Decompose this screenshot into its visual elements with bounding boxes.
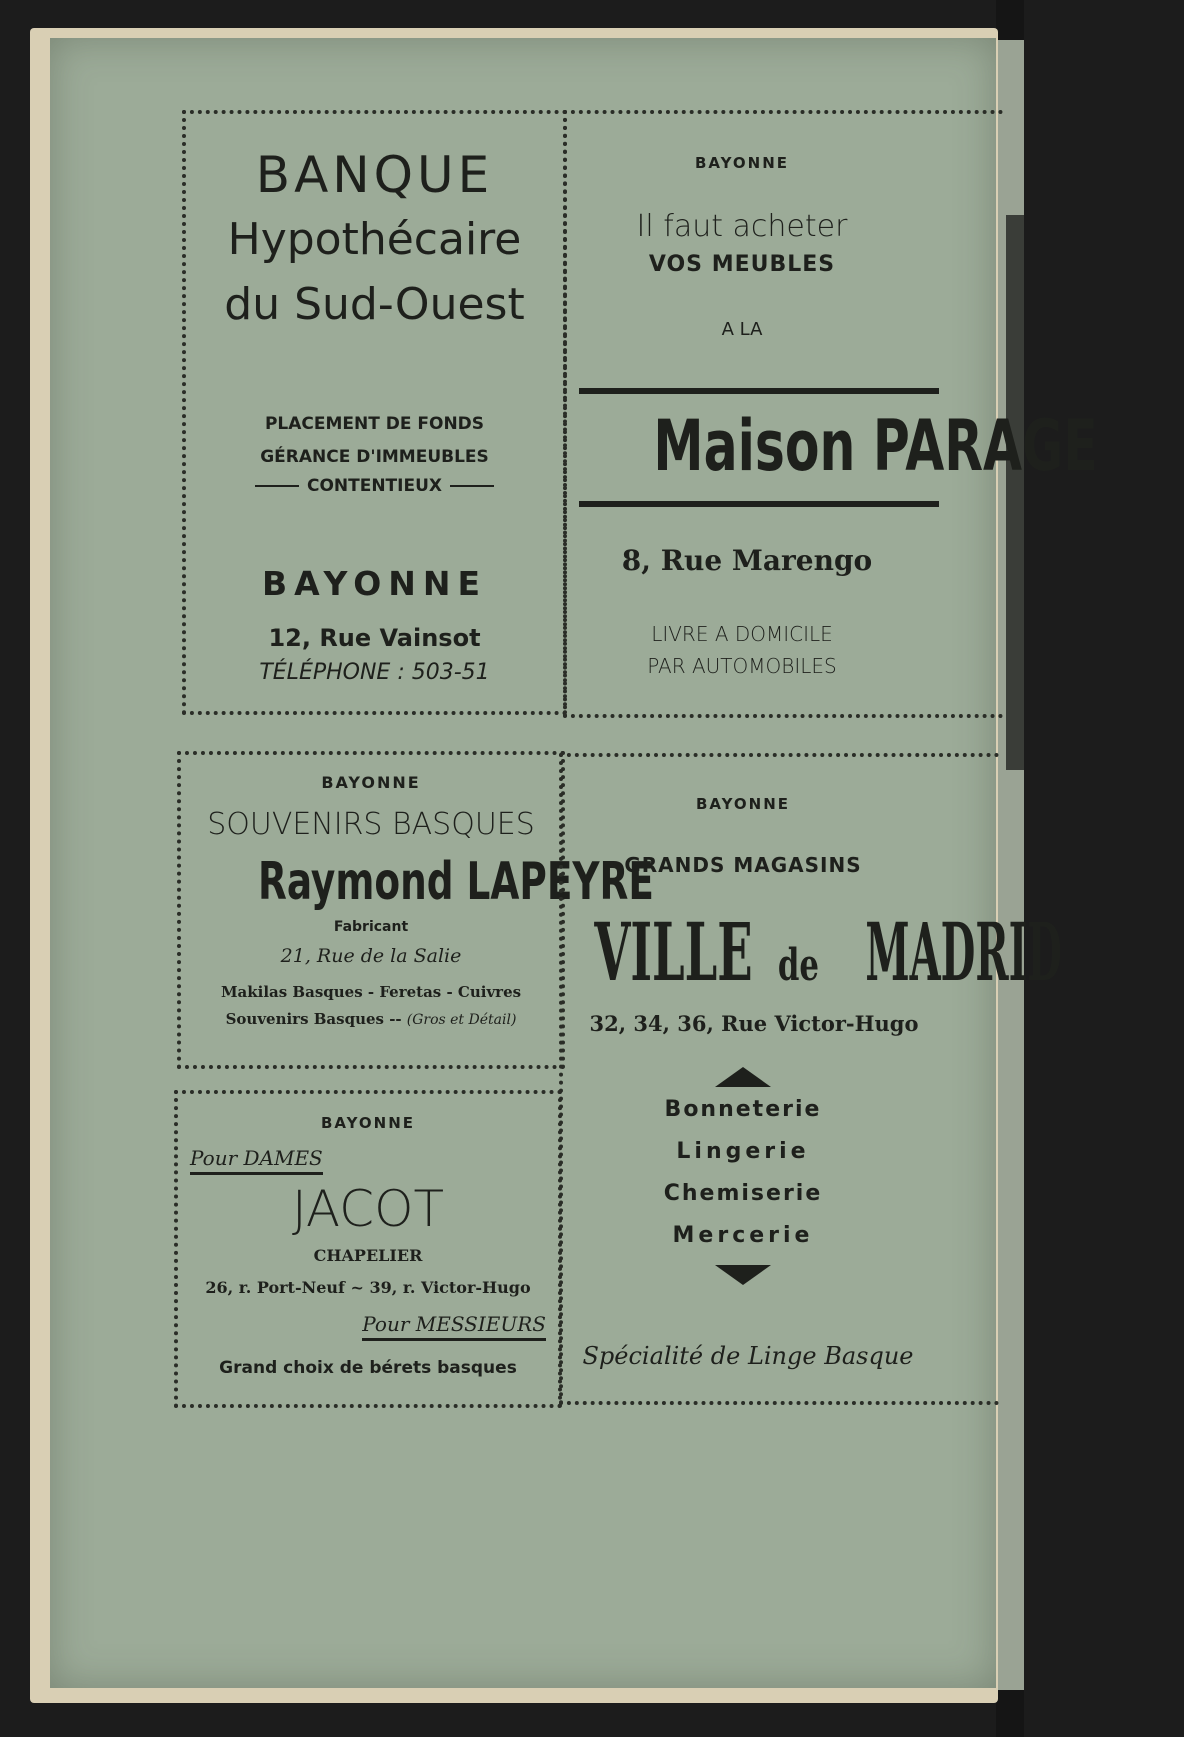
madrid-item-3: Chemiserie bbox=[663, 1181, 823, 1206]
banque-service-3-row bbox=[186, 476, 563, 496]
madrid-name-row bbox=[567, 897, 1062, 1021]
madrid-name-1: VILLE bbox=[594, 905, 753, 999]
lapeyre-products-note: (Gros et Détail) bbox=[406, 1012, 517, 1028]
parage-name-wrap bbox=[567, 396, 1098, 496]
ad-jacot bbox=[174, 1090, 562, 1408]
ad-parage bbox=[563, 110, 1098, 718]
madrid-item-2: Lingerie bbox=[676, 1139, 810, 1164]
ad-banque bbox=[182, 110, 567, 715]
madrid-name-2: de bbox=[777, 940, 820, 991]
advertisement-page bbox=[50, 38, 1098, 1688]
madrid-item-4: Mercerie bbox=[672, 1223, 814, 1248]
lapeyre-name: Raymond LAPEYRE bbox=[257, 852, 654, 912]
madrid-heading: GRANDS MAGASINS bbox=[624, 853, 862, 877]
parage-delivery-1: LIVRE A DOMICILE bbox=[651, 622, 833, 646]
parage-rule-bottom bbox=[579, 501, 939, 507]
banque-service-2: GÉRANCE D'IMMEUBLES bbox=[260, 447, 489, 467]
lapeyre-role: Fabricant bbox=[333, 919, 409, 935]
parage-city: BAYONNE bbox=[694, 154, 790, 172]
ad-lapeyre bbox=[177, 751, 654, 1069]
jacot-ladies-wrap bbox=[190, 1146, 323, 1170]
jacot-for-men: Pour MESSIEURS bbox=[362, 1312, 546, 1341]
jacot-city: BAYONNE bbox=[320, 1114, 416, 1132]
parage-name: Maison PARAGE bbox=[653, 405, 1098, 487]
jacot-role: CHAPELIER bbox=[313, 1246, 423, 1265]
lapeyre-products-1: Makilas Basques - Feretas - Cuivres bbox=[220, 983, 522, 1001]
parage-rule-top bbox=[579, 388, 939, 394]
madrid-specialty: Spécialité de Linge Basque bbox=[582, 1342, 914, 1370]
lapeyre-name-wrap bbox=[181, 847, 654, 917]
banque-service-1: PLACEMENT DE FONDS bbox=[264, 414, 485, 434]
lapeyre-heading: SOUVENIRS BASQUES bbox=[207, 807, 535, 842]
parage-line-2: VOS MEUBLES bbox=[648, 252, 836, 277]
lapeyre-products-2-row bbox=[181, 1009, 561, 1028]
dash-left bbox=[255, 485, 299, 487]
jacot-for-ladies: Pour DAMES bbox=[190, 1146, 323, 1175]
banque-title-3: du Sud-Ouest bbox=[224, 279, 525, 330]
arrow-down-icon bbox=[715, 1265, 771, 1285]
madrid-address: 32, 34, 36, Rue Victor-Hugo bbox=[589, 1011, 919, 1036]
jacot-name: JACOT bbox=[291, 1180, 444, 1238]
parage-line-3: A LA bbox=[721, 319, 763, 340]
banque-city: BAYONNE bbox=[261, 564, 488, 603]
banque-service-3: CONTENTIEUX bbox=[306, 476, 443, 496]
parage-delivery-2: PAR AUTOMOBILES bbox=[647, 654, 837, 678]
dash-right bbox=[450, 485, 494, 487]
jacot-address: 26, r. Port-Neuf ~ 39, r. Victor-Hugo bbox=[205, 1278, 531, 1297]
lapeyre-city: BAYONNE bbox=[321, 773, 421, 792]
parage-line-1: Il faut acheter bbox=[636, 209, 848, 244]
madrid-name-3: MADRID bbox=[865, 905, 1062, 999]
madrid-item-1: Bonneterie bbox=[664, 1097, 822, 1122]
ad-madrid bbox=[559, 753, 1062, 1405]
banque-phone: TÉLÉPHONE : 503-51 bbox=[259, 660, 490, 685]
banque-title-1: BANQUE bbox=[255, 146, 494, 204]
parage-address: 8, Rue Marengo bbox=[621, 544, 873, 577]
lapeyre-address: 21, Rue de la Salie bbox=[280, 945, 462, 967]
jacot-men-wrap bbox=[362, 1312, 546, 1336]
banque-address: 12, Rue Vainsot bbox=[268, 624, 481, 652]
jacot-tagline: Grand choix de bérets basques bbox=[219, 1358, 517, 1378]
banque-title-2: Hypothécaire bbox=[227, 214, 522, 265]
madrid-city: BAYONNE bbox=[695, 795, 791, 813]
arrow-up-icon bbox=[715, 1067, 771, 1087]
lapeyre-products-2: Souvenirs Basques -- bbox=[225, 1010, 402, 1028]
